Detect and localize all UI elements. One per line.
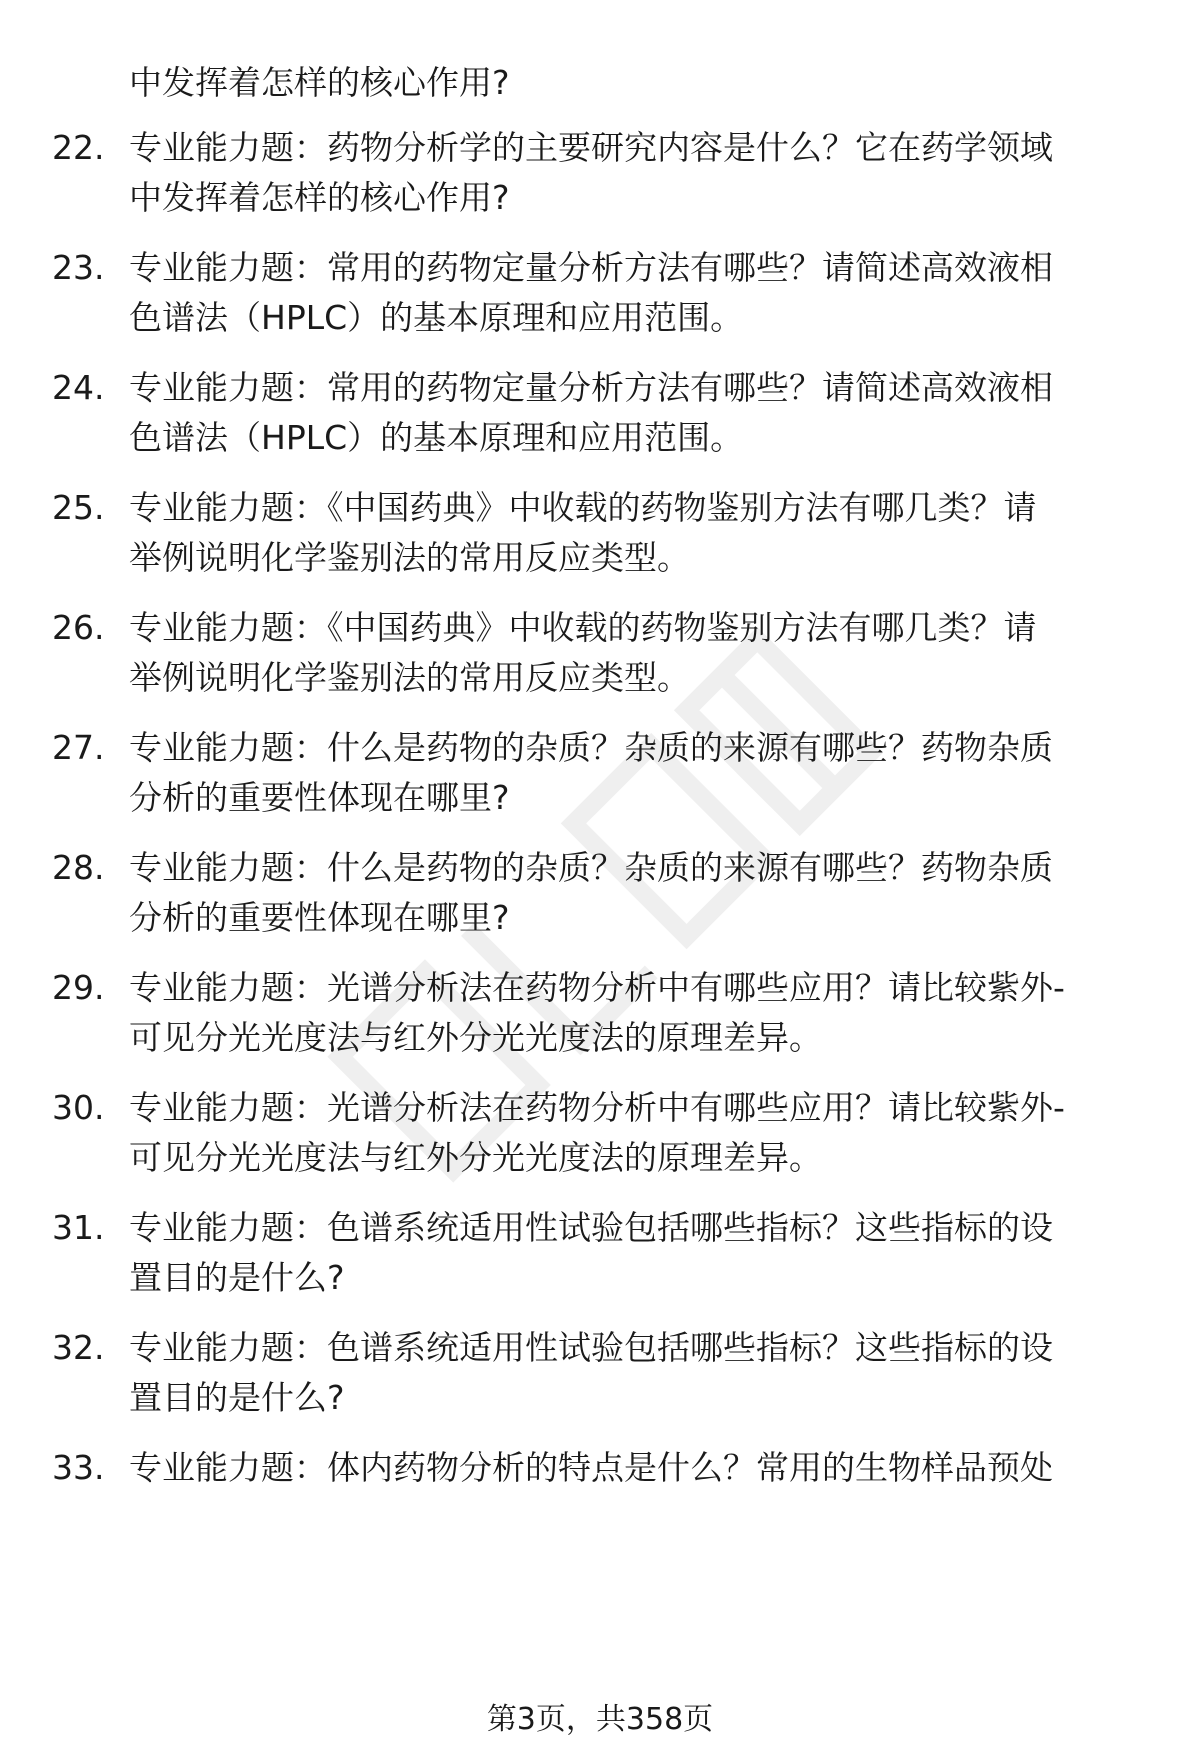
question-number: 30.	[52, 1088, 105, 1127]
question-text-line: 专业能力题：色谱系统适用性试验包括哪些指标？这些指标的设	[129, 1208, 1053, 1247]
question-number: 27.	[52, 728, 105, 767]
question-text-line: 色谱法（HPLC）的基本原理和应用范围。	[129, 298, 744, 337]
question-text-line: 专业能力题：《中国药典》中收载的药物鉴别方法有哪几类？请	[129, 608, 1037, 647]
continuation-line: 中发挥着怎样的核心作用?	[129, 63, 510, 102]
question-text-line: 举例说明化学鉴别法的常用反应类型。	[129, 538, 690, 577]
question-text-line: 置目的是什么?	[129, 1378, 345, 1417]
question-number: 22.	[52, 128, 105, 167]
page-footer: 第3页，共358页	[486, 1702, 714, 1737]
question-text-line: 专业能力题：《中国药典》中收载的药物鉴别方法有哪几类？请	[129, 488, 1037, 527]
question-number: 28.	[52, 848, 105, 887]
question-text-line: 专业能力题：光谱分析法在药物分析中有哪些应用？请比较紫外-	[129, 968, 1065, 1007]
question-number: 24.	[52, 368, 105, 407]
question-number: 29.	[52, 968, 105, 1007]
question-number: 23.	[52, 248, 105, 287]
question-number: 33.	[52, 1448, 105, 1487]
question-text-line: 专业能力题：常用的药物定量分析方法有哪些？请简述高效液相	[129, 248, 1053, 287]
question-text-line: 分析的重要性体现在哪里?	[129, 778, 510, 817]
question-text-line: 专业能力题：常用的药物定量分析方法有哪些？请简述高效液相	[129, 368, 1053, 407]
question-text-line: 举例说明化学鉴别法的常用反应类型。	[129, 658, 690, 697]
question-number: 26.	[52, 608, 105, 647]
question-text-line: 专业能力题：体内药物分析的特点是什么？常用的生物样品预处	[129, 1448, 1053, 1487]
question-text-line: 可见分光光度法与红外分光光度法的原理差异。	[129, 1138, 822, 1177]
question-text-line: 专业能力题：色谱系统适用性试验包括哪些指标？这些指标的设	[129, 1328, 1053, 1367]
question-text-line: 色谱法（HPLC）的基本原理和应用范围。	[129, 418, 744, 457]
question-text-line: 置目的是什么?	[129, 1258, 345, 1297]
question-number: 31.	[52, 1208, 105, 1247]
question-number: 25.	[52, 488, 105, 527]
question-text-line: 专业能力题：什么是药物的杂质？杂质的来源有哪些？药物杂质	[129, 848, 1053, 887]
question-text-line: 分析的重要性体现在哪里?	[129, 898, 510, 937]
question-text-line: 专业能力题：光谱分析法在药物分析中有哪些应用？请比较紫外-	[129, 1088, 1065, 1127]
question-number: 32.	[52, 1328, 105, 1367]
question-text-line: 专业能力题：什么是药物的杂质？杂质的来源有哪些？药物杂质	[129, 728, 1053, 767]
question-text-line: 中发挥着怎样的核心作用?	[129, 178, 510, 217]
question-text-line: 可见分光光度法与红外分光光度法的原理差异。	[129, 1018, 822, 1057]
question-text-line: 专业能力题：药物分析学的主要研究内容是什么？它在药学领域	[129, 128, 1053, 167]
